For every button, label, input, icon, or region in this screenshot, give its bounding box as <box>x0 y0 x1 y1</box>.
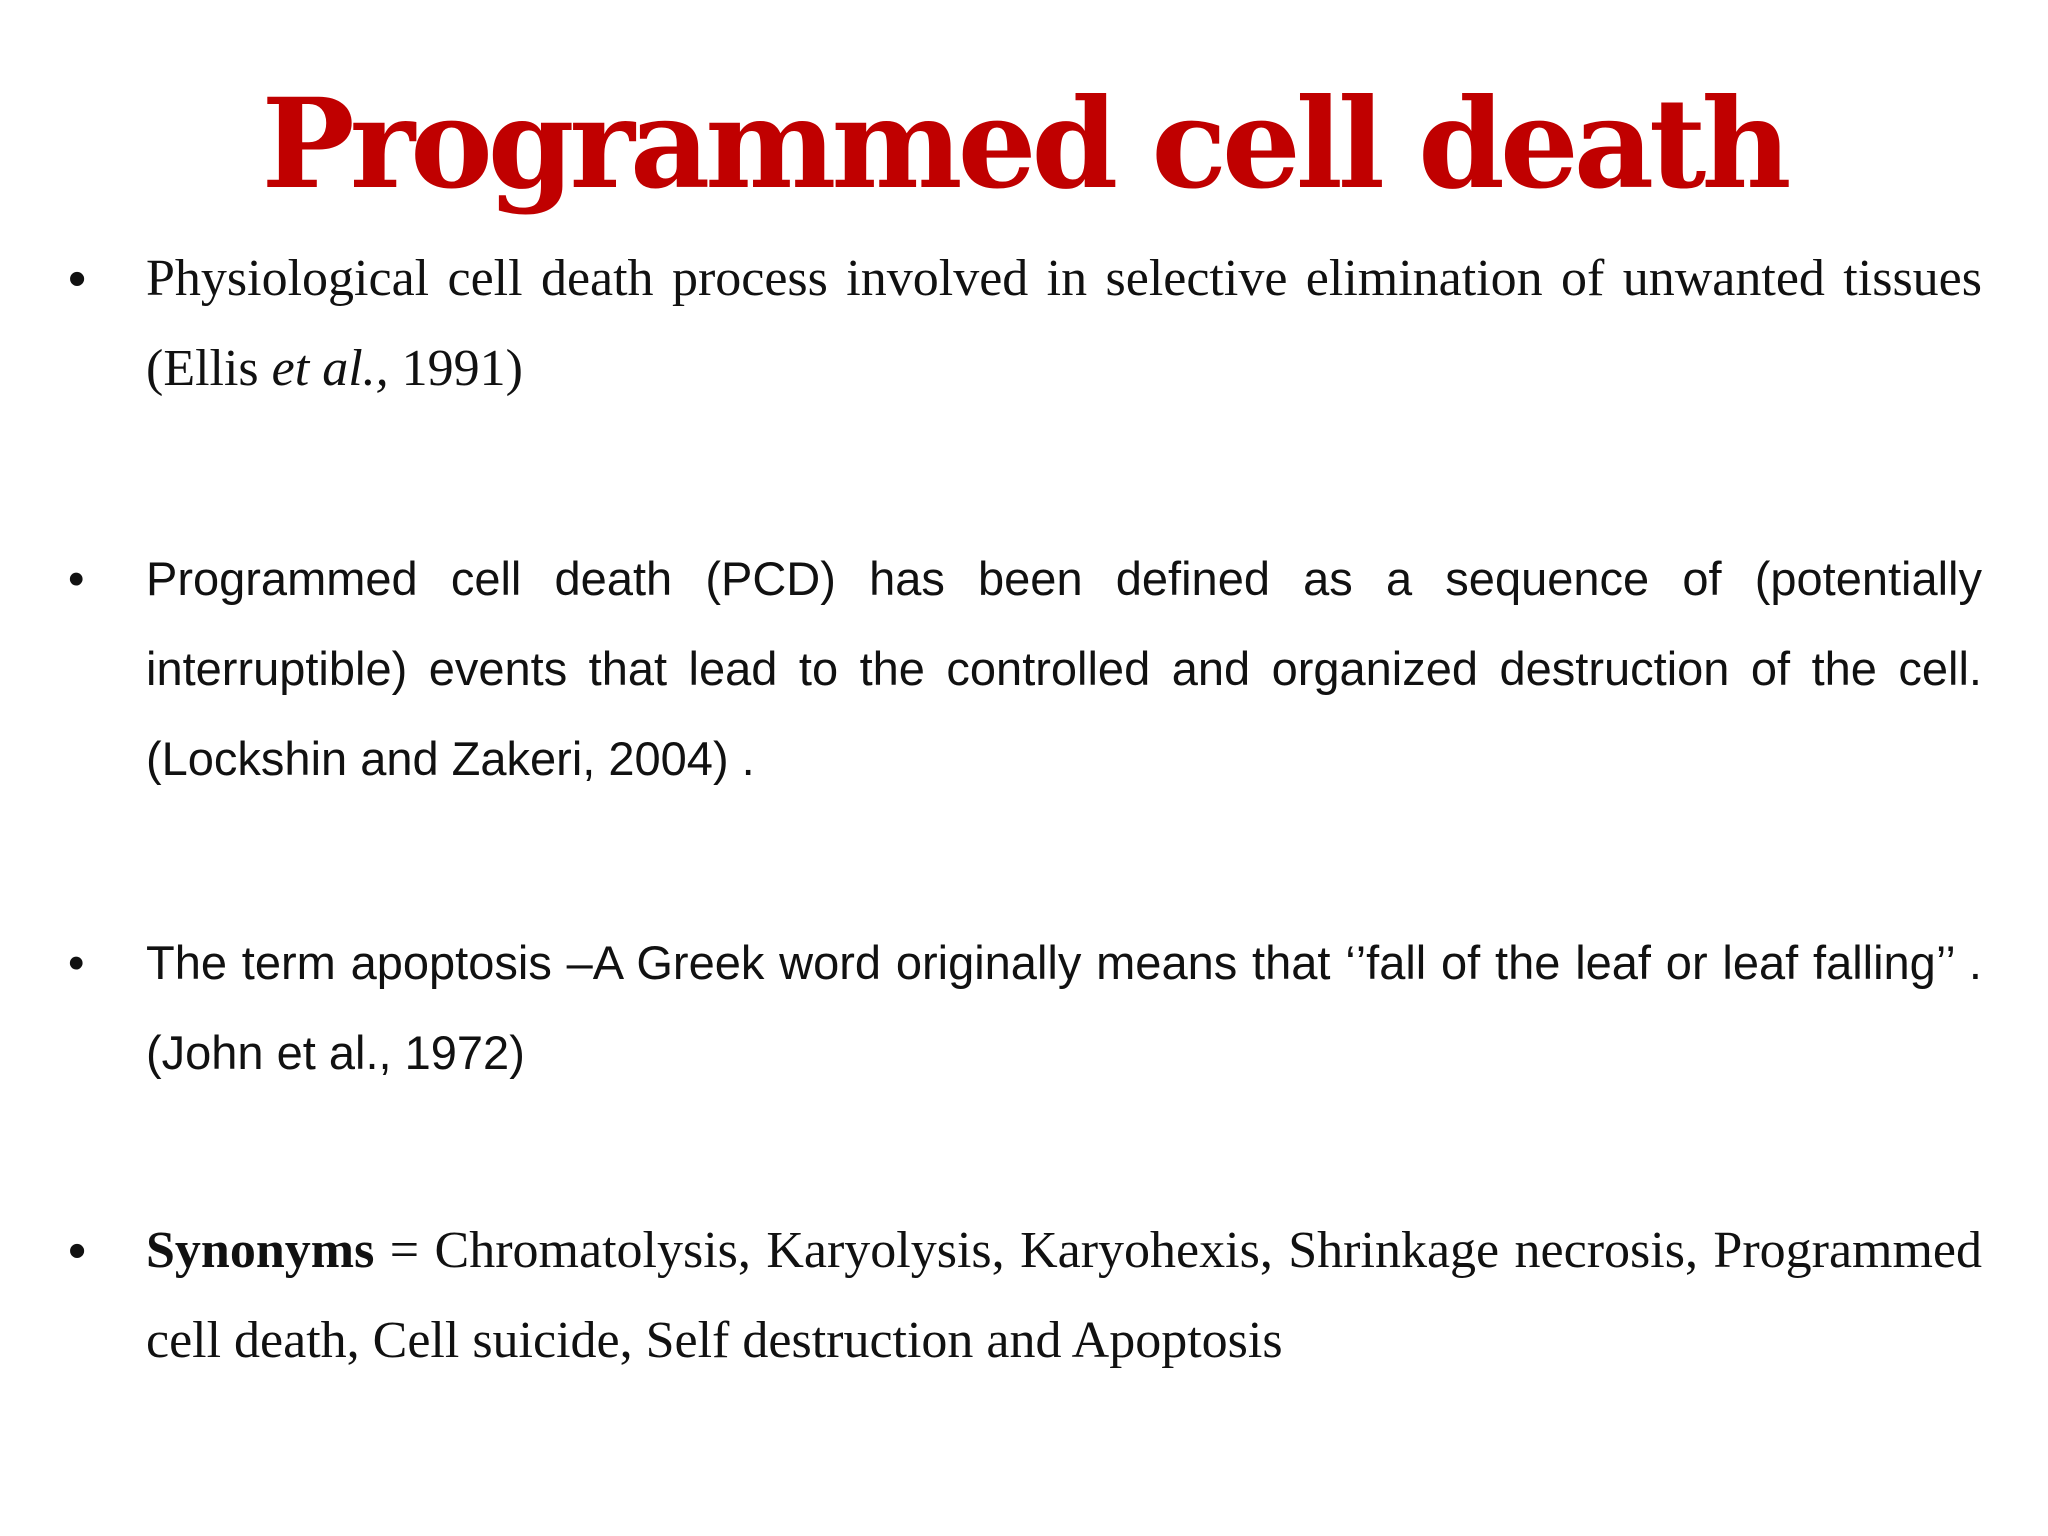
synonyms-label: Synonyms <box>146 1222 375 1279</box>
bullet-icon: • <box>68 936 85 989</box>
bullet-icon: • <box>68 1222 87 1280</box>
slide-title: Programmed cell death <box>261 72 1787 217</box>
bullet-item-synonyms <box>68 1206 1983 1386</box>
citation-italic: et al., <box>271 340 389 397</box>
citation-year: 1991) <box>401 340 523 397</box>
bullet-text: Programmed cell death (PCD) has been defined as a sequence of (potentially interruptible) events that lead to the controlled and organized destruction of the cell. (Lockshin and Zakeri, 2004) . <box>146 552 1982 785</box>
bullet-icon: • <box>68 250 87 308</box>
bullet-icon: • <box>68 552 85 605</box>
bullet-item-definition <box>68 234 1982 414</box>
bullet-text: The term apoptosis –A Greek word originally means that ‘’fall of the leaf or leaf falling’’ . (John et al., 1972) <box>146 936 1982 1079</box>
bullet-item-apoptosis <box>68 918 1982 1098</box>
synonyms-text: Chromatolysis, Karyolysis, Karyohexis, Shrinkage necrosis, Programmed cell death, Cell suicide, Self destruction and Apoptosis <box>146 1222 1983 1369</box>
bullet-item-pcd <box>68 534 1982 804</box>
bullet-text: Physiological cell death process involved in selective elimination of unwanted tissues (Ellis <box>146 250 1982 397</box>
synonyms-separator: = <box>389 1222 420 1279</box>
